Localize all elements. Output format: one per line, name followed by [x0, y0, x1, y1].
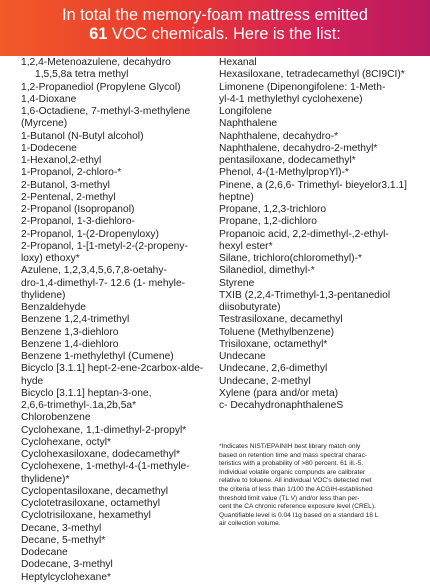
chemical-list-item — [21, 94, 218, 106]
chemical-name: 2-Propanol, 1-[1-metyl-2-(2-propeny- — [21, 240, 188, 252]
chemical-list-item — [21, 180, 218, 192]
chemical-list-item — [21, 265, 218, 302]
chemical-name: Hexanal — [219, 57, 257, 68]
chemical-name-continuation: diisobutyrate) — [219, 302, 281, 313]
footnote-line: the criteria of less than 1/100 the ACGIH-established — [219, 485, 373, 493]
chemical-list-item — [21, 167, 218, 179]
chemical-name: Cyclotrisiloxane, hexamethyl — [21, 510, 151, 522]
footnote-line: cent the CA chronic reference exposure level (CREL). — [219, 503, 376, 511]
chemical-name: Naphthalene, decahydro-* — [219, 130, 339, 142]
chemical-name-continuation: dro-1,4-dimethyl-7- 12.6 (1- mehyle- — [21, 277, 186, 289]
chemical-name: Azulene, 1,2,3,4,5,6,7,8-oetahy- — [21, 265, 167, 277]
chemical-name-continuation: heptne) — [219, 191, 254, 203]
chemical-name: Cyclohexane, 1,1-dimethyl-2-propyl* — [21, 424, 187, 436]
chemical-list-item — [21, 523, 218, 535]
chemical-name: Silanediol, dimethyl-* — [219, 265, 315, 277]
chemical-list-item — [21, 363, 218, 388]
chemical-name: Benzene 1,3-diehloro — [21, 326, 119, 338]
chemical-list-item — [21, 229, 218, 241]
chemical-list-item — [21, 241, 218, 266]
chemical-name: Cyclopentasiloxane, decamethyl — [21, 485, 168, 497]
chemical-name: Naphthalene — [219, 118, 278, 130]
chemical-name: Phenol, 4-(1-MethylpropYl)-* — [219, 167, 349, 179]
chemical-name: Undecane — [219, 351, 266, 362]
chemical-list-item — [219, 253, 417, 265]
chemical-name: Cyclohexene, 1-methyl-4-(1-methyle- — [21, 461, 190, 473]
chemical-list-item — [219, 143, 417, 155]
footnote-line: relative to toluene. All individual VOC's detected met — [219, 477, 372, 485]
footnote-line: *Indicates NIST/EPAINIH best library match only — [219, 443, 361, 450]
chemical-name: 2-Propanol, 1-(2-Dropenyloxy) — [21, 228, 159, 240]
chemical-list-item — [21, 388, 218, 413]
chemical-list-item — [219, 351, 417, 363]
chemical-list-left-column — [21, 57, 218, 584]
chemical-name: Benzene 1,2,4-trimethyl — [21, 314, 130, 326]
chemical-name-continuation: thylidene)* — [21, 473, 70, 485]
chemical-name: 2-Propanol, 1-3-diehloro- — [21, 216, 135, 228]
footnote-line: based on retention time and mass spectral charac- — [219, 451, 368, 459]
chemical-list-item — [219, 265, 417, 277]
chemical-name: Bicyclo [3.1.1] heptan-3-one, — [21, 387, 152, 399]
voc-count: 61 — [89, 25, 108, 43]
chemical-list-item — [219, 106, 417, 118]
chemical-list-item — [219, 290, 417, 315]
chemical-name: Silane, trichloro(chloromethyl)-* — [219, 253, 362, 264]
chemical-name: 1,6-Octadiene, 7-methyl-3-methylene — [21, 106, 191, 117]
chemical-list-item — [219, 339, 417, 351]
footnote-line: teristics with a probability of >80 percent. 61 ill.-5. — [219, 460, 364, 468]
chemical-name: Pinene, a (2,6,6- Trimethyl- bieyelor3.1.1] — [219, 179, 408, 191]
chemical-list-item — [21, 449, 218, 461]
chemical-list-item — [219, 118, 417, 130]
chemical-list-item — [21, 461, 218, 486]
chemical-name: Hexasiloxane, tetradecamethyl (8CI9CI)* — [219, 69, 405, 81]
header-banner — [0, 0, 430, 56]
chemical-list-item — [21, 155, 218, 167]
chemical-name: Dodecane — [21, 547, 68, 558]
chemical-list-item — [21, 412, 218, 424]
chemical-name: 2-Propanol (Isopropanol) — [21, 204, 135, 215]
footnote-line: threshold limit value (TL V) and/or less than per- — [219, 494, 360, 502]
chemical-name: 2-Pentenal, 2-methyl — [21, 191, 116, 203]
chemical-name: Naphthalene, decahydro-2-methyl* — [219, 142, 378, 154]
chemical-name: Heptylcyclohexane* — [21, 571, 112, 583]
chemical-name: Toluene (Methylbenzene) — [219, 326, 335, 338]
chemical-list-item — [21, 486, 218, 498]
chemical-name-continuation: thylidene) — [21, 289, 66, 301]
chemical-list-item — [219, 57, 417, 69]
header-line-2-text: VOC chemicals. Here is the list: — [107, 25, 341, 43]
chemical-list-item — [219, 131, 417, 143]
chemical-list-item — [21, 302, 218, 314]
chemical-list-item — [21, 498, 218, 510]
footnote-line: Individual volatile organic compunds are calibrater — [219, 468, 366, 476]
chemical-name: Chlorobenzene — [21, 412, 91, 424]
header-line-2 — [0, 25, 430, 44]
chemical-name-continuation: 2,6,6-trimethyl-.1a,2b,5a* — [21, 400, 137, 411]
chemical-list-item — [21, 143, 218, 155]
chemical-name: 1-Dodecene — [21, 142, 77, 154]
chemical-name: TXIB (2,2,4-Trimethyl-1,3-pentanediol — [219, 289, 391, 301]
chemical-name-continuation: yl-4-1 methylethyl cyclohexene) — [219, 93, 363, 105]
chemical-name: 1-Butanol (N-Butyl alcohol) — [21, 130, 144, 142]
chemical-name: Cyclohexane, octyl* — [21, 436, 112, 448]
chemical-name: Propane, 1,2,3-trichloro — [219, 204, 327, 215]
chemical-list-item — [219, 167, 417, 179]
chemical-list-item — [21, 425, 218, 437]
chemical-list-item — [21, 82, 218, 94]
chemical-list-item — [21, 510, 218, 522]
chemical-list-item — [21, 57, 218, 82]
chemical-list-item — [219, 204, 417, 216]
chemical-name: Testrasiloxane, decamethyl — [219, 314, 343, 326]
chemical-name: 2-Butanol, 3-methyl — [21, 179, 110, 191]
chemical-list-item — [21, 327, 218, 339]
footnote-line: Quantifiable level is 0.04 I1g based on a standard 18 L — [219, 511, 379, 519]
chemical-name: Cyclotetrasiloxane, octamethyl — [21, 498, 161, 509]
chemical-list-item — [219, 216, 417, 228]
chemical-list-item — [219, 82, 417, 107]
chemical-list-item — [219, 155, 417, 167]
footnote — [219, 443, 414, 529]
chemical-list-item — [219, 388, 417, 400]
chemical-name: Propane, 1,2-dichloro — [219, 216, 318, 228]
chemical-list-item — [21, 547, 218, 559]
chemical-name: 1,2,4-Metenoazulene, decahydro — [21, 57, 171, 68]
chemical-name: Dodecane, 3-methyl — [21, 559, 113, 571]
chemical-name: Limonene (Dipenongifolene: 1-Meth- — [219, 81, 386, 93]
chemical-list-right-column — [219, 57, 417, 412]
chemical-name: Decane, 3-methyl — [21, 522, 102, 534]
chemical-list-item — [21, 437, 218, 449]
chemical-name: pentasiloxane, dodecamethyl* — [219, 155, 356, 166]
chemical-list-item — [21, 314, 218, 326]
chemical-list-item — [21, 192, 218, 204]
chemical-name: Decane, 5-methyl* — [21, 534, 106, 546]
chemical-name-continuation: 1,5,5,8a tetra methyl — [35, 69, 129, 81]
chemical-name: Benzaldehyde — [21, 302, 86, 313]
chemical-name: Undecane, 2,6-dimethyl — [219, 363, 328, 375]
chemical-name: c- DecahydronaphthaleneS — [219, 400, 344, 411]
chemical-name: Benzene 1,4-diehloro — [21, 338, 119, 350]
chemical-list-item — [219, 69, 417, 81]
chemical-name: Benzene 1-methylethyl (Cumene) — [21, 351, 174, 362]
chemical-name-continuation: hexyl ester* — [219, 240, 273, 252]
chemical-name: Styrene — [219, 277, 255, 289]
chemical-list-item — [219, 376, 417, 388]
chemical-name: 1,4-Dioxane — [21, 93, 77, 105]
chemical-list-item — [21, 351, 218, 363]
chemical-list-item — [21, 535, 218, 547]
footnote-line: air collection volume. — [219, 520, 281, 528]
chemical-list-item — [219, 327, 417, 339]
chemical-list-item — [21, 204, 218, 216]
chemical-list-item — [21, 216, 218, 228]
chemical-name: Propanoic acid, 2,2-dimethyl-,2-ethyl- — [219, 228, 389, 240]
chemical-list-item — [219, 400, 417, 412]
chemical-name-continuation: hyde — [21, 375, 44, 387]
chemical-name: Longifolene — [219, 106, 273, 117]
chemical-name: Cyclohexasiloxane, dodecamethyl* — [21, 449, 180, 460]
chemical-name: 1-Propanol, 2-chloro-* — [21, 167, 122, 179]
chemical-list-item — [21, 339, 218, 351]
chemical-list-item — [219, 314, 417, 326]
chemical-list-item — [21, 131, 218, 143]
chemical-list-item — [21, 572, 218, 584]
chemical-list-item — [219, 363, 417, 375]
chemical-name: 1-Hexanol,2-ethyl — [21, 155, 102, 166]
chemical-list-item — [219, 180, 417, 205]
chemical-name: Undecane, 2-methyl — [219, 375, 311, 387]
chemical-name-continuation: loxy) ethoxy* — [21, 253, 80, 264]
chemical-name-continuation: (Myrcene) — [21, 118, 68, 130]
chemical-name: Xylene (para and/or meta) — [219, 387, 339, 399]
header-line-1: In total the memory-foam mattress emitted — [62, 6, 368, 24]
chemical-name: Bicyclo [3.1.1] hept-2-ene-2carbox-alde- — [21, 363, 204, 375]
chemical-name: 1,2-Propanediol (Propylene Glycol) — [21, 81, 181, 93]
chemical-list-item — [21, 559, 218, 571]
chemical-name: Trisiloxane, octamethyl* — [219, 338, 328, 350]
chemical-list-item — [219, 278, 417, 290]
chemical-list-item — [21, 106, 218, 131]
chemical-list-item — [219, 229, 417, 254]
